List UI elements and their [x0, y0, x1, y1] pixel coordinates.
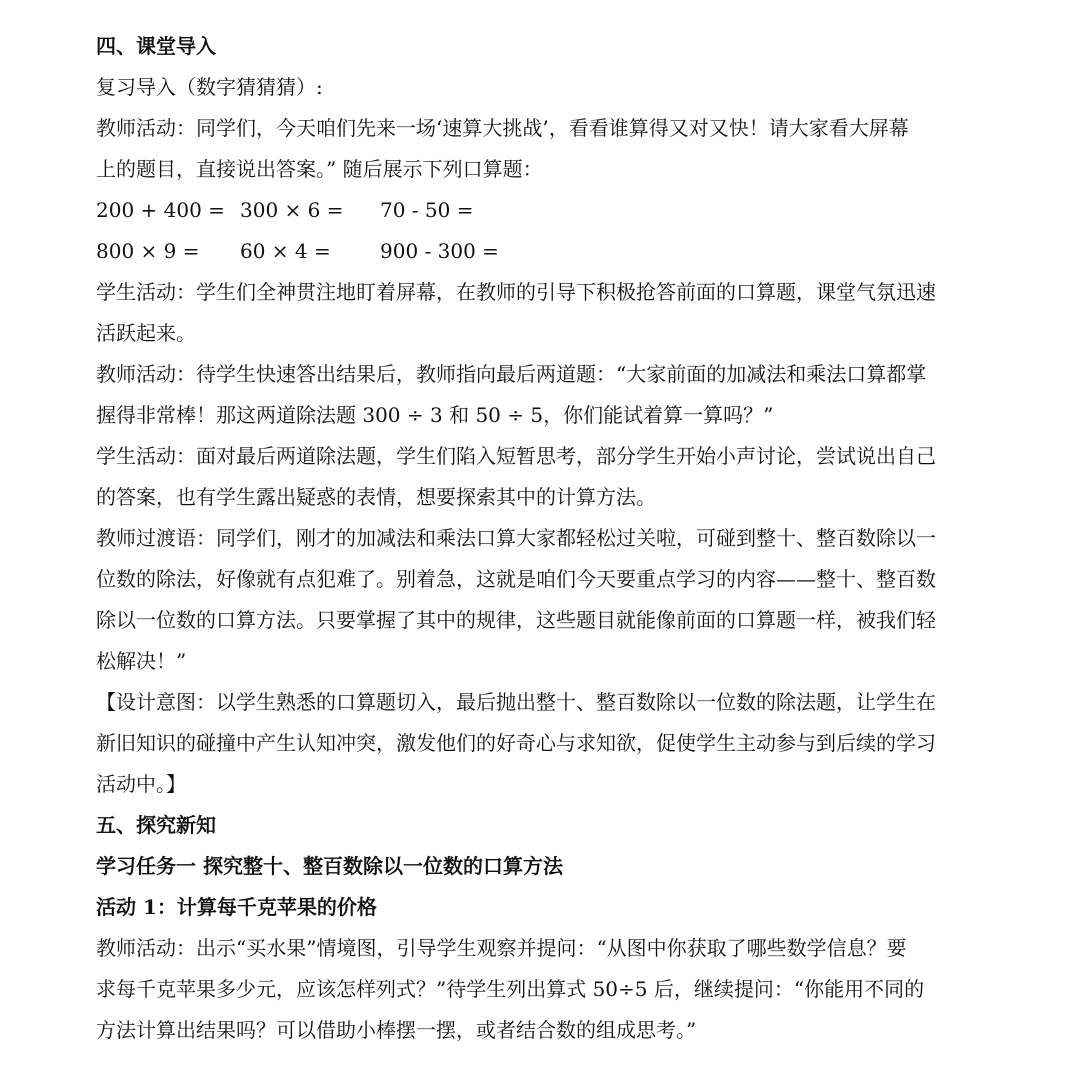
- teacher-activity-2-line-1: 教师活动：待学生快速答出结果后，教师指向最后两道题：“大家前面的加减法和乘法口算都掌: [96, 362, 927, 386]
- design-intent-line-3: 活动中。】: [96, 772, 186, 796]
- calc-row-1: [96, 190, 988, 231]
- teacher-transition-line-4: 松解决！”: [96, 649, 187, 673]
- student-activity-2-line-2: 的答案，也有学生露出疑惑的表情，想要探索其中的计算方法。: [96, 485, 656, 509]
- teacher-transition-line-2: 位数的除法，好像就有点犯难了。别着急，这就是咱们今天要重点学习的内容——整十、整百数: [96, 567, 936, 591]
- calc-item: 70 - 50 =: [380, 198, 474, 222]
- design-intent-line-2: 新旧知识的碰撞中产生认知冲突，激发他们的好奇心与求知欲，促使学生主动参与到后续的学习: [96, 731, 936, 755]
- review-intro-line: 复习导入（数字猜猜猜）:: [96, 75, 323, 99]
- teacher-activity-2-line-2: 握得非常棒！那这两道除法题 300 ÷ 3 和 50 ÷ 5，你们能试着算一算吗？”: [96, 403, 774, 427]
- calc-item: 200 + 400 =: [96, 198, 225, 222]
- teacher-activity-3-line-3: 方法计算出结果吗？可以借助小棒摆一摆，或者结合数的组成思考。”: [96, 1018, 697, 1042]
- section-heading-class-intro: 四、课堂导入: [96, 34, 216, 58]
- student-activity-2-line-1: 学生活动：面对最后两道除法题，学生们陷入短暂思考，部分学生开始小声讨论，尝试说出自己: [96, 444, 936, 468]
- teacher-activity-3-line-2: 求每千克苹果多少元，应该怎样列式？”待学生列出算式 50÷5 后，继续提问：“你能用不同的: [96, 977, 925, 1001]
- teacher-activity-1-line-2: 上的题目，直接说出答案。” 随后展示下列口算题：: [96, 157, 543, 181]
- document-page: [96, 26, 988, 1051]
- teacher-transition-line-1: 教师过渡语：同学们，刚才的加减法和乘法口算大家都轻松过关啦，可碰到整十、整百数除以一: [96, 526, 936, 550]
- calc-item: 60 × 4 =: [240, 239, 331, 263]
- calc-item: 300 × 6 =: [240, 198, 344, 222]
- teacher-transition-line-3: 除以一位数的口算方法。只要掌握了其中的规律，这些题目就能像前面的口算题一样，被我们轻: [96, 608, 936, 632]
- design-intent-line-1: 【设计意图：以学生熟悉的口算题切入，最后抛出整十、整百数除以一位数的除法题，让学生在: [96, 690, 936, 714]
- calc-item: 900 - 300 =: [380, 239, 499, 263]
- calc-row-2: [96, 231, 988, 272]
- teacher-activity-3-line-1: 教师活动：出示“买水果”情境图，引导学生观察并提问：“从图中你获取了哪些数学信息？要: [96, 936, 907, 960]
- activity-1-heading: 活动 1：计算每千克苹果的价格: [96, 895, 377, 919]
- task-1-heading: 学习任务一 探究整十、整百数除以一位数的口算方法: [96, 854, 563, 878]
- section-heading-explore: 五、探究新知: [96, 813, 216, 837]
- calc-item: 800 × 9 =: [96, 239, 200, 263]
- student-activity-1-line-1: 学生活动：学生们全神贯注地盯着屏幕，在教师的引导下积极抢答前面的口算题，课堂气氛迅速: [96, 280, 936, 304]
- teacher-activity-1-line-1: 教师活动：同学们，今天咱们先来一场‘速算大挑战’，看看谁算得又对又快！请大家看大屏幕: [96, 116, 909, 140]
- student-activity-1-line-2: 活跃起来。: [96, 321, 196, 345]
